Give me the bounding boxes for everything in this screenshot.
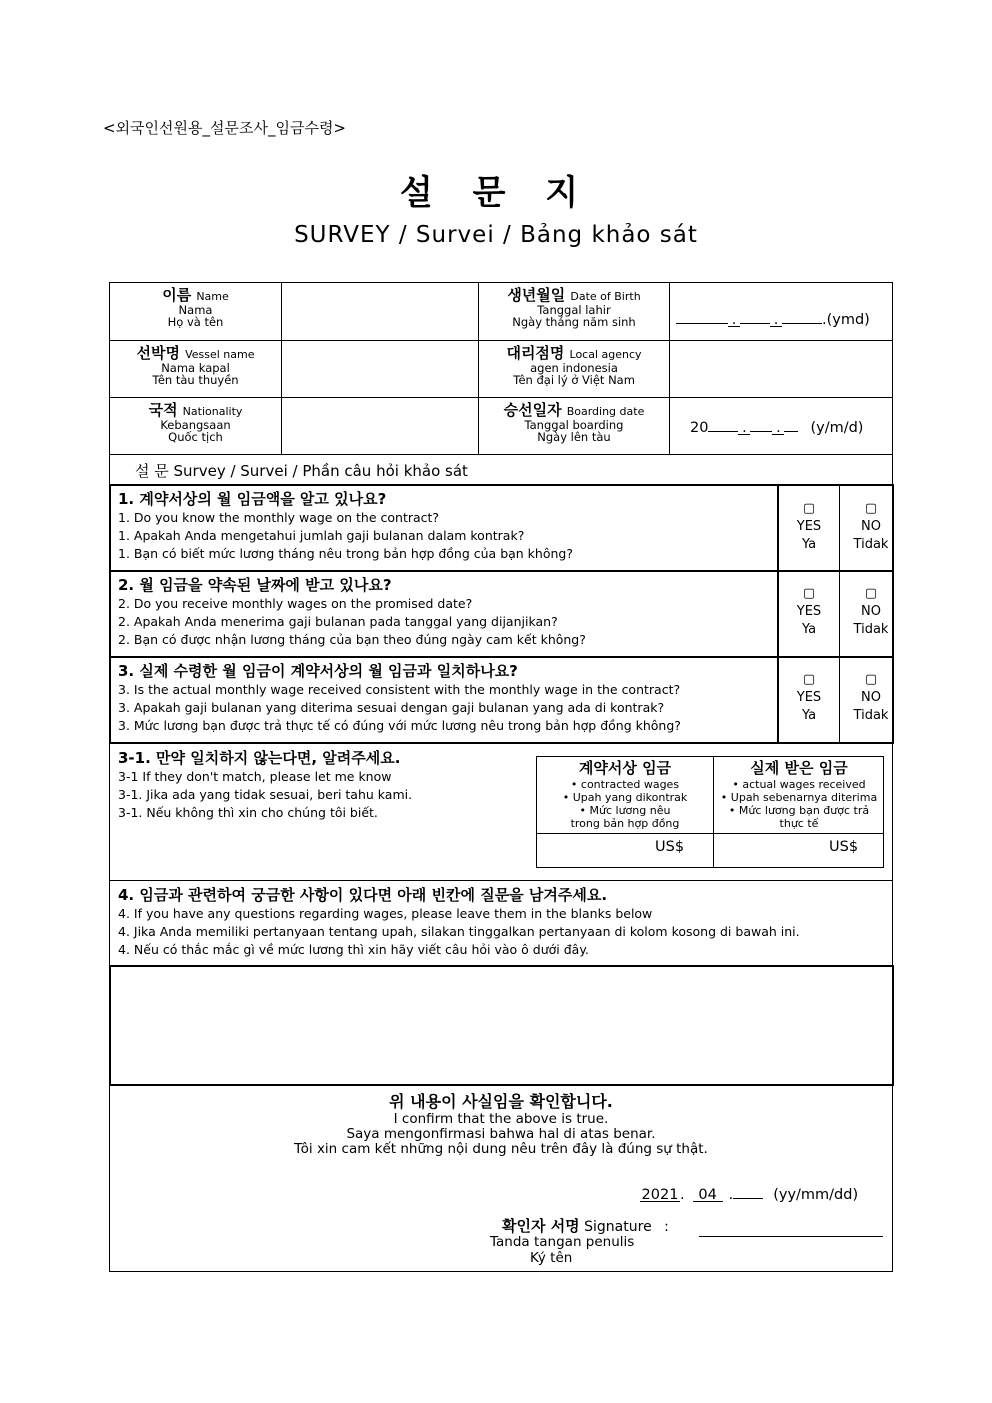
vessel-input[interactable] [282,341,477,396]
boarding-input[interactable]: 20 . . (y/m/d) [690,417,863,436]
actual-wage-input[interactable]: US$ [829,839,859,855]
page-subtitle: SURVEY / Survei / Bảng khảo sát [294,222,698,248]
document-tag: <외국인선원용_설문조사_임금수령> [103,119,346,137]
question-4: 4. 임금과 관련하여 궁금한 사항이 있다면 아래 빈칸에 질문을 남겨주세요. 4. If you have any questions regarding wages, please leave them in the blanks below 4. Jika Anda memiliki pertanyaan tentang upah, silakan tinggalkan pertanyaan di kolom kosong di bawah ini. 4. Nếu có thắc mắc gì về mức lương thì xin hãy viết câu hỏi vào ô dưới đây. [118,886,800,957]
q1-no-option[interactable]: ▢ NO Tidak [840,500,902,554]
actual-wage-header: 실제 받은 임금 • actual wages received • Upah sebenarnya diterima • Mức lương bạn được trả thực tế [720,759,878,830]
question-3-1: 3-1. 만약 일치하지 않는다면, 알려주세요. 3-1 If they don't match, please let me know 3-1. Jika ada yang tidak sesuai, beri tahu kami. 3-1. Nếu không thì xin cho chúng tôi biết. [118,749,413,820]
question-1: 1. 계약서상의 월 임금액을 알고 있나요? 1. Do you know the monthly wage on the contract? 1. Apakah Anda mengetahui jumlah gaji bulanan dalam kontrak? 1. Bạn có biết mức lương tháng nêu trong bản hợp đồng của bạn không? [118,490,573,561]
q3-yes-option[interactable]: ▢ YES Ya [778,671,840,725]
date-input[interactable]: 2021 . 04 . (yy/mm/dd) [640,1184,858,1203]
signature-label: 확인자 서명 Signature : [502,1217,669,1235]
question-3: 3. 실제 수령한 월 임금이 계약서상의 월 임금과 일치하나요? 3. Is the actual monthly wage received consistent with the monthly wage in the contract? 3. Apakah gaji bulanan yang diterima sesuai dengan gaji bulanan yang ada di kontrak? 3. Mức lương bạn được trả thực tế có đúng với mức lương nêu trong bản hợp đồng không? [118,662,681,733]
q2-yes-option[interactable]: ▢ YES Ya [778,585,840,639]
question-answer-box[interactable] [109,965,894,1086]
signature-line[interactable] [699,1235,883,1237]
name-label: 이름 Name Nama Họ và tên [162,286,229,329]
q2-no-option[interactable]: ▢ NO Tidak [840,585,902,639]
checkbox-icon[interactable]: ▢ [802,586,816,601]
dob-input[interactable]: . . .(ymd) [676,309,870,328]
q3-no-option[interactable]: ▢ NO Tidak [840,671,902,725]
signature-sub: Tanda tangan penulis Ký tên [490,1234,635,1266]
contract-wage-input[interactable]: US$ [655,839,685,855]
question-2: 2. 월 임금을 약속된 날짜에 받고 있나요? 2. Do you receive monthly wages on the promised date? 2. Apakah Anda menerima gaji bulanan pada tanggal yang dijanjikan? 2. Bạn có được nhận lương tháng của bạn theo đúng ngày cam kết không? [118,576,586,647]
name-input[interactable] [282,284,477,339]
nationality-input[interactable] [282,398,477,453]
checkbox-icon[interactable]: ▢ [864,586,878,601]
checkbox-icon[interactable]: ▢ [802,501,816,516]
checkbox-icon[interactable]: ▢ [864,672,878,687]
q1-yes-option[interactable]: ▢ YES Ya [778,500,840,554]
checkbox-icon[interactable]: ▢ [802,672,816,687]
wage-table [536,756,884,868]
page-title: 설 문 지 [399,173,593,213]
dob-label: 생년월일 Date of Birth Tanggal lahir Ngày tháng năm sinh [507,286,641,329]
section-header: 설 문 Survey / Survei / Phần câu hỏi khảo sát [135,462,468,480]
confirmation-statement: 위 내용이 사실임을 확인합니다. I confirm that the above is true. Saya mengonfirmasi bahwa hal di atas benar. Tôi xin cam kết những nội dung nêu trên đây là đúng sự thật. [294,1092,708,1157]
boarding-label: 승선일자 Boarding date Tanggal boarding Ngày lên tàu [503,401,645,444]
agency-input[interactable] [670,341,892,396]
nationality-label: 국적 Nationality Kebangsaan Quốc tịch [148,401,243,444]
vessel-label: 선박명 Vessel name Nama kapal Tên tàu thuyền [136,344,255,387]
checkbox-icon[interactable]: ▢ [864,501,878,516]
agency-label: 대리점명 Local agency agen indonesia Tên đại lý ở Việt Nam [506,344,642,387]
contract-wage-header: 계약서상 임금 • contracted wages • Upah yang dikontrak • Mức lương nêu trong bản hợp đồng [562,759,688,830]
survey-form [109,282,893,1272]
